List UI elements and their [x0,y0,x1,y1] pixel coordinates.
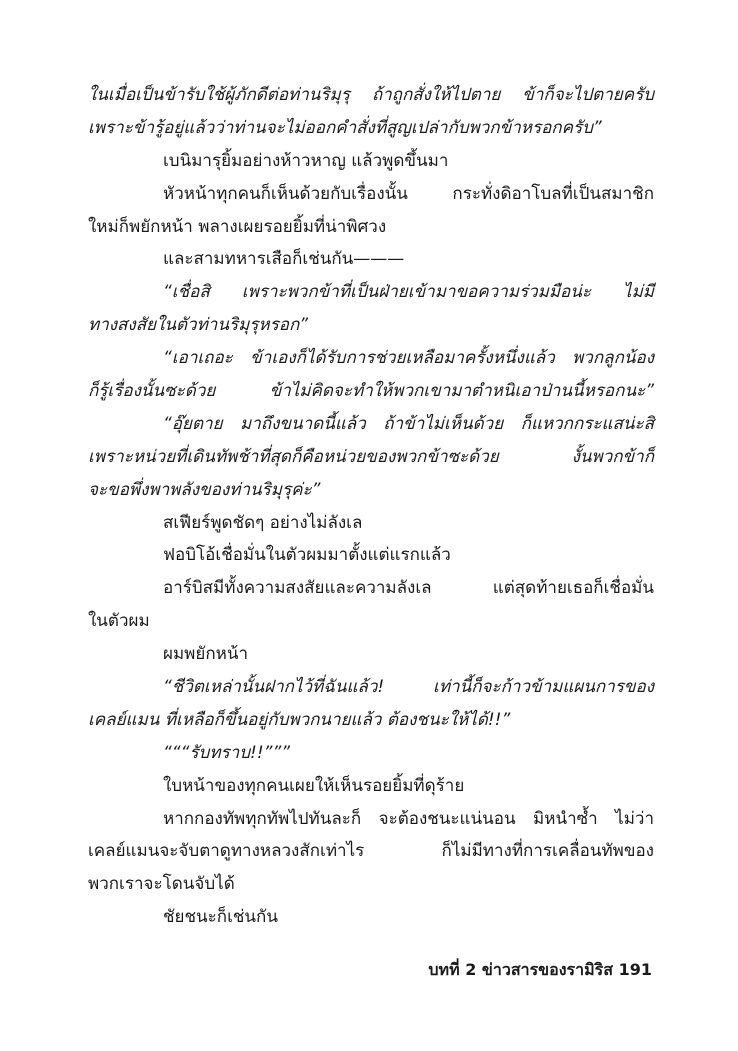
text-line: จะขอพึ่งพาพลังของท่านริมุรุค่ะ” [88,479,321,500]
text-line: ก็รู้เรื่องนั้นซะด้วย ข้าไม่คิดจะทำให้พวกเขามาตำหนิเอาป่านนี้หรอกนะ” [88,381,654,402]
text-line: หากกองทัพทุกทัพไปทันละก็ จะต้องชนะแน่นอน มิหนำซ้ำ ไม่ว่า [163,808,654,829]
text-line: เคลย์แมนจะจับตาดูทางหลวงสักเท่าไร ก็ไม่มีทางที่การเคลื่อนทัพของ [88,841,654,862]
text-line: “เอาเถอะ ข้าเองก็ได้รับการช่วยเหลือมาครั้งหนึ่งแล้ว พวกลูกน้อง [163,348,654,369]
text-line: ผมพยักหน้า [163,644,248,665]
text-line: ชัยชนะก็เช่นกัน [163,907,278,928]
text-line: “เชื่อสิ เพราะพวกข้าที่เป็นฝ่ายเข้ามาขอความร่วมมือน่ะ ไม่มี [163,282,654,303]
text-line: ในตัวผม [88,611,150,632]
text-line: ในเมื่อเป็นข้ารับใช้ผู้ภักดีต่อท่านริมุรุ ถ้าถูกสั่งให้ไปตาย ข้าก็จะไปตายครับ [88,85,654,105]
running-footer [428,958,652,982]
text-line: และสามทหารเสือก็เช่นกัน——— [163,249,405,270]
text-line: “““รับทราบ!!””” [163,742,291,763]
page-number: 191 [618,960,652,979]
text-line: พวกเราจะโดนจับได้ [88,874,235,895]
text-line: หัวหน้าทุกคนก็เห็นด้วยกับเรื่องนั้น กระทั่งดิอาโบลที่เป็นสมาชิก [163,183,654,204]
text-line: เคลย์แมน ที่เหลือก็ขึ้นอยู่กับพวกนายแล้ว ต้องชนะให้ได้!!” [88,709,511,730]
text-line: เพราะหน่วยที่เดินทัพช้าที่สุดก็คือหน่วยของพวกข้าซะด้วย งั้นพวกข้าก็ [88,446,654,467]
text-line: ใหม่ก็พยักหน้า พลางเผยรอยยิ้มที่น่าพิศวง [88,216,387,237]
text-line: เพราะข้ารู้อยู่แล้วว่าท่านจะไม่ออกคำสั่งที่สูญเปล่ากับพวกข้าหรอกครับ” [88,117,602,138]
text-line: ฟอบิโอ้เชื่อมั่นในตัวผมมาตั้งแต่แรกแล้ว [163,545,451,566]
text-line: เบนิมารุยิ้มอย่างห้าวหาญ แล้วพูดขึ้นมา [163,150,449,171]
text-line: สเฟียร์พูดชัดๆ อย่างไม่ลังเล [163,512,363,533]
text-line: “อุ๊ยตาย มาถึงขนาดนี้แล้ว ถ้าข้าไม่เห็นด้วย ก็แหวกกระแสน่ะสิ [163,413,654,434]
text-line: อาร์บิสมีทั้งความสงสัยและความลังเล แต่สุดท้ายเธอก็เชื่อมั่น [163,578,654,599]
chapter-title: บทที่ 2 ข่าวสารของรามิริส [428,960,614,979]
text-line: “ชีวิตเหล่านั้นฝากไว้ที่ฉันแล้ว! เท่านี้ก็จะก้าวข้ามแผนการของ [163,677,654,698]
body-text [88,79,654,934]
text-line: ใบหน้าของทุกคนเผยให้เห็นรอยยิ้มที่ดุร้าย [163,775,465,796]
text-line: ทางสงสัยในตัวท่านริมุรุหรอก” [88,315,309,336]
